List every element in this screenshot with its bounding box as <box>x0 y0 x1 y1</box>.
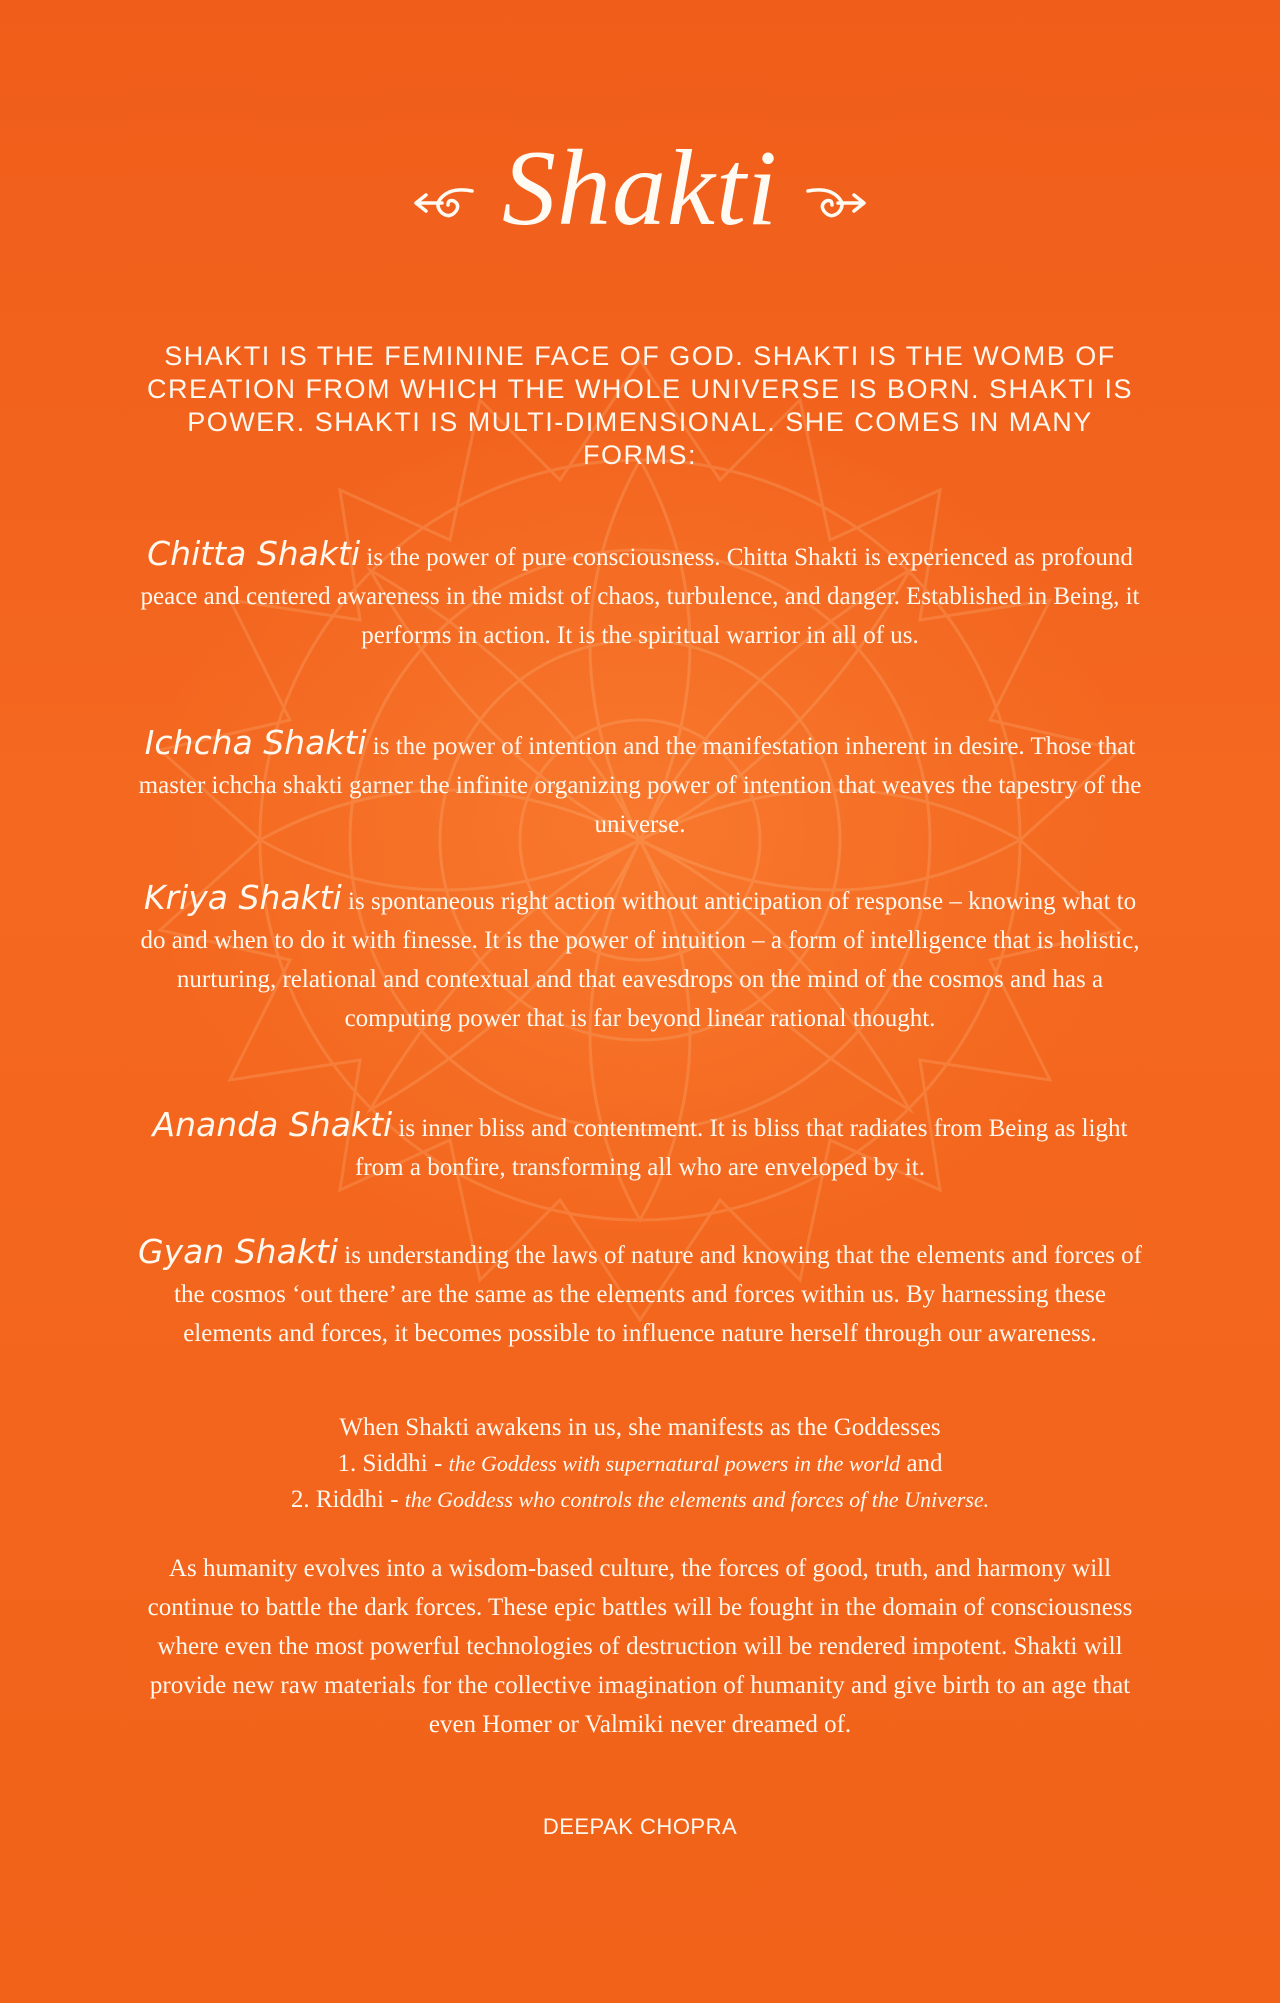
form-term: Ananda Shakti <box>152 1105 393 1144</box>
intro-text: SHAKTI IS THE FEMININE FACE OF GOD. SHAKTI IS THE WOMB OF CREATION FROM WHICH THE WHOLE UNIVERSE IS BORN. SHAKTI IS POWER. SHAKTI IS MULTI-DIMENSIONAL. SHE COMES IN MANY FORMS: <box>146 341 1134 470</box>
form-term: Chitta Shakti <box>147 534 361 573</box>
goddess-description: the Goddess who controls the elements and forces of the Universe. <box>404 1487 990 1512</box>
title-row <box>0 129 1280 248</box>
form-term: Ichcha Shakti <box>144 723 367 762</box>
left-flourish-icon <box>412 183 476 223</box>
goddesses-intro: When Shakti awakens in us, she manifests as the Goddesses <box>339 1414 941 1441</box>
goddess-item-siddhi <box>130 1446 1150 1482</box>
page-title: Shakti <box>502 129 778 248</box>
form-term: Gyan Shakti <box>138 1232 339 1271</box>
right-flourish-icon <box>804 183 868 223</box>
goddess-prefix: 2. Riddhi - <box>290 1486 405 1513</box>
goddess-prefix: 1. Siddhi - <box>337 1450 449 1477</box>
goddess-item-riddhi <box>130 1482 1150 1518</box>
form-description: is inner bliss and contentment. It is bliss that radiates from Being as light from a bonfire, transforming all who are enveloped by it. <box>355 1115 1128 1181</box>
form-gyan-shakti <box>130 1232 1150 1353</box>
form-kriya-shakti <box>130 878 1150 1038</box>
goddess-suffix: and <box>900 1450 943 1477</box>
form-description: is understanding the laws of nature and knowing that the elements and forces of the cosmos ‘out there’ are the same as the elements and forces within us. By harnessing these elements and forces, it becomes possible to influence nature herself through our awareness. <box>174 1242 1142 1347</box>
form-term: Kriya Shakti <box>143 878 342 917</box>
form-ananda-shakti <box>130 1105 1150 1187</box>
closing-paragraph: As humanity evolves into a wisdom-based culture, the forces of good, truth, and harmony will continue to battle the dark forces. These epic battles will be fought in the domain of consciousness where even the most powerful technologies of destruction will be rendered impotent. Shakti will provide new raw materials for the collective imagination of humanity and give birth to an age that even Homer or Valmiki never dreamed of. <box>147 1555 1133 1738</box>
form-description: is the power of pure consciousness. Chitta Shakti is experienced as profound peace and centered awareness in the midst of chaos, turbulence, and danger. Established in Being, it performs in action. It is the spiritual warrior in all of us. <box>140 544 1140 649</box>
form-ichcha-shakti <box>130 723 1150 844</box>
form-description: is the power of intention and the manifestation inherent in desire. Those that master ichcha shakti garner the infinite organizing power of intention that weaves the tapestry of the universe. <box>138 733 1142 838</box>
goddess-description: the Goddess with supernatural powers in the world <box>448 1451 901 1476</box>
goddesses-section <box>130 1410 1150 1518</box>
author-name: DEEPAK CHOPRA <box>542 1814 738 1839</box>
form-description: is spontaneous right action without anticipation of response – knowing what to do and when to do it with finesse. It is the power of intuition – a form of intelligence that is holistic, nurturing, relational and contextual and that eavesdrops on the mind of the cosmos and has a computing power that is far beyond linear rational thought. <box>140 888 1140 1032</box>
form-chitta-shakti <box>130 534 1150 655</box>
